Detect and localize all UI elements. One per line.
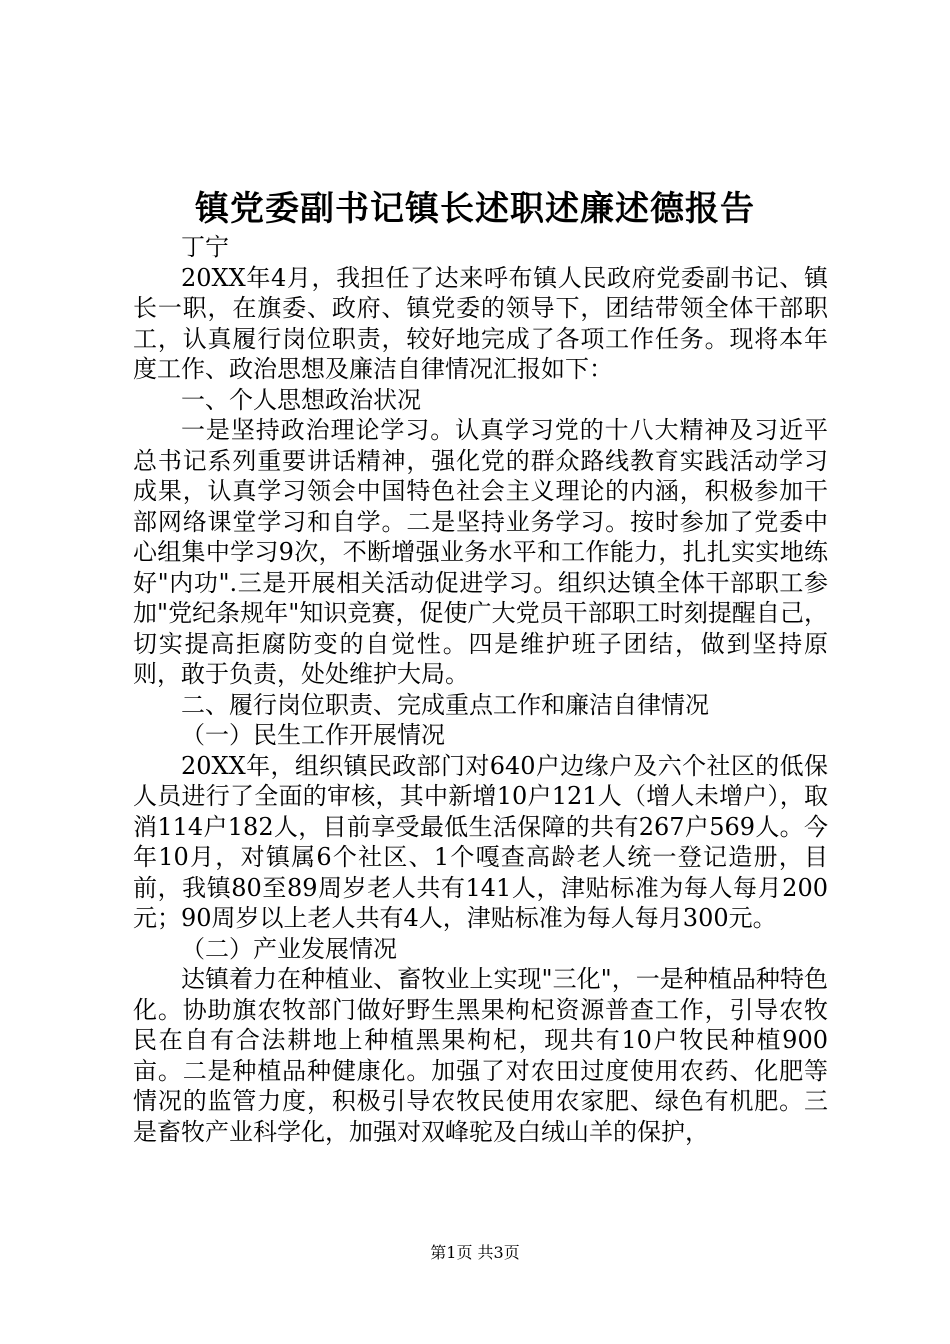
- paragraph-political-study: 一是坚持政治理论学习。认真学习党的十八大精神及习近平总书记系列重要讲话精神，强化党的群众路线教育实践活动学习成果，认真学习领会中国特色社会主义理论的内涵，积极参加干部网络课堂学习和自学。二是坚持业务学习。按时参加了党委中心组集中学习9次，不断增强业务水平和工作能力，扎扎实实地练好"内功".三是开展相关活动促进学习。组织达镇全体干部职工参加"党纪条规年"知识竞赛，促使广大党员干部职工时刻提醒自己，切实提高拒腐防变的自觉性。四是维护班子团结，做到坚持原则，敢于负责，处处维护大局。: [133, 416, 828, 688]
- subsection-heading-1: （一）民生工作开展情况: [181, 721, 445, 749]
- document-title: 镇党委副书记镇长述职述廉述德报告: [195, 189, 755, 229]
- author-name: 丁宁: [181, 233, 229, 261]
- document-body: [133, 232, 828, 1147]
- paragraph-industry: 达镇着力在种植业、畜牧业上实现"三化"，一是种植品种特色化。协助旗农牧部门做好野生黑果枸杞资源普查工作，引导农牧民在自有合法耕地上种植黑果枸杞，现共有10户牧民种植900亩。二是种植品种健康化。加强了对农田过度使用农药、化肥等情况的监管力度，积极引导农牧民使用农家肥、绿色有机肥。三是畜牧产业科学化，加强对双峰驼及白绒山羊的保护，: [133, 965, 828, 1146]
- section-heading-1: 一、个人思想政治状况: [181, 385, 421, 414]
- subsection-heading-2: （二）产业发展情况: [181, 934, 397, 963]
- section-heading-2: 二、履行岗位职责、完成重点工作和廉洁自律情况: [181, 690, 709, 719]
- page-number-footer: 第1页 共3页: [430, 1243, 520, 1262]
- paragraph-livelihood: 20XX年，组织镇民政部门对640户边缘户及六个社区的低保人员进行了全面的审核，其中新增10户121人（增人未增户），取消114户182人，目前享受最低生活保障的共有267户569人。今年10月，对镇属6个社区、1个嘎查高龄老人统一登记造册，目前，我镇80至89周岁老人共有141人，津贴标准为每人每月200元；90周岁以上老人共有4人，津贴标准为每人每月300元。: [133, 751, 828, 932]
- paragraph-intro: 20XX年4月，我担任了达来呼布镇人民政府党委副书记、镇长一职，在旗委、政府、镇党委的领导下，团结带领全体干部职工，认真履行岗位职责，较好地完成了各项工作任务。现将本年度工作、政治思想及廉洁自律情况汇报如下：: [133, 263, 828, 383]
